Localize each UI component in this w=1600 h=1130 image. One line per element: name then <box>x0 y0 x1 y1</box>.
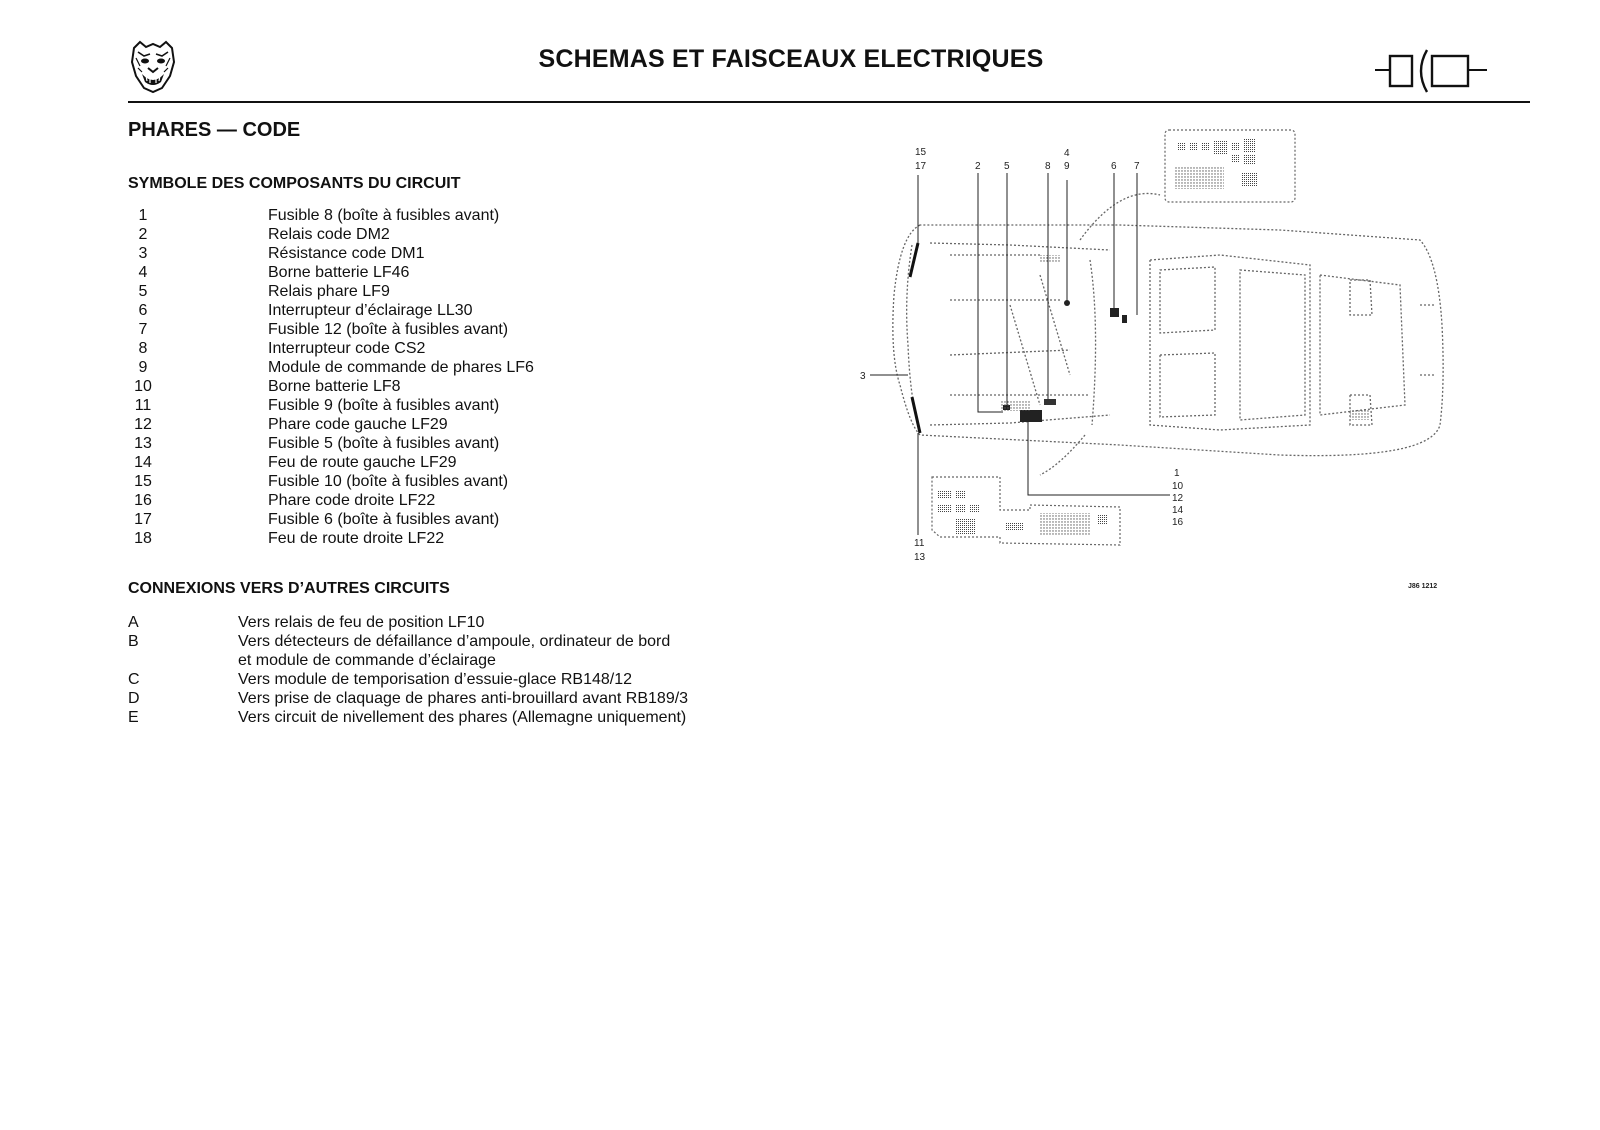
component-row <box>128 396 534 415</box>
callout-17: 17 <box>915 161 927 172</box>
callout-12: 12 <box>1172 493 1184 504</box>
component-row <box>128 434 534 453</box>
callout-16: 16 <box>1172 517 1184 528</box>
connection-letter: C <box>128 671 140 688</box>
connection-label: Vers module de temporisation d’essuie-glace RB148/12 <box>238 671 633 688</box>
component-row <box>128 358 534 377</box>
callout-6: 6 <box>1111 161 1117 172</box>
component-row <box>128 206 534 225</box>
components-list <box>128 206 534 548</box>
callout-9: 9 <box>1064 161 1070 172</box>
component-number: 11 <box>134 397 152 414</box>
callout-1: 1 <box>1174 468 1180 479</box>
component-number: 12 <box>134 416 152 433</box>
component-label: Fusible 12 (boîte à fusibles avant) <box>268 321 509 338</box>
component-number: 7 <box>138 321 148 338</box>
component-number: 8 <box>138 340 148 357</box>
headlamp-right-mark <box>912 397 920 433</box>
inset-top <box>1165 130 1295 202</box>
component-number: 17 <box>134 511 152 528</box>
component-row <box>128 491 534 510</box>
component-number: 5 <box>138 283 148 300</box>
component-row <box>128 282 534 301</box>
component-row <box>128 263 534 282</box>
callout-13: 13 <box>914 552 926 563</box>
component-number: 13 <box>134 435 152 452</box>
callout-5: 5 <box>1004 161 1010 172</box>
component-label: Fusible 8 (boîte à fusibles avant) <box>268 207 500 224</box>
component-row <box>128 529 534 548</box>
connection-letter: D <box>128 690 140 707</box>
component-label: Fusible 10 (boîte à fusibles avant) <box>268 473 509 490</box>
connection-row <box>128 670 688 689</box>
car-outline <box>893 193 1443 475</box>
component-number: 18 <box>134 530 152 547</box>
component-label: Fusible 6 (boîte à fusibles avant) <box>268 511 500 528</box>
page-title: SCHEMAS ET FAISCEAUX ELECTRIQUES <box>538 45 1044 73</box>
callout-2: 2 <box>975 161 981 172</box>
callout-3: 3 <box>860 371 866 382</box>
component-label: Fusible 5 (boîte à fusibles avant) <box>268 435 500 452</box>
component-row <box>128 225 534 244</box>
connection-row <box>128 689 688 708</box>
component-row <box>128 301 534 320</box>
vehicle-location-diagram <box>860 125 1500 605</box>
component-row <box>128 244 534 263</box>
section-title: PHARES — CODE <box>128 119 301 141</box>
component-label: Relais code DM2 <box>268 226 390 243</box>
component-label: Interrupteur code CS2 <box>268 340 426 357</box>
component-label: Module de commande de phares LF6 <box>268 359 534 376</box>
component-row <box>128 453 534 472</box>
callout-14: 14 <box>1172 505 1184 516</box>
component-row <box>128 320 534 339</box>
figure-ref: J86 1212 <box>1408 583 1438 590</box>
connections-list <box>128 613 688 727</box>
callout-15: 15 <box>915 147 927 158</box>
component-number: 2 <box>138 226 148 243</box>
callout-4: 4 <box>1064 148 1070 159</box>
component-row <box>128 377 534 396</box>
connection-letter: A <box>128 614 139 631</box>
component-row <box>128 472 534 491</box>
callout-7: 7 <box>1134 161 1140 172</box>
connection-letter: B <box>128 633 139 650</box>
connections-heading: CONNEXIONS VERS D’AUTRES CIRCUITS <box>128 580 450 597</box>
component-label: Fusible 9 (boîte à fusibles avant) <box>268 397 500 414</box>
component-row <box>128 339 534 358</box>
callout-10: 10 <box>1172 481 1184 492</box>
component-label: Feu de route droite LF22 <box>268 530 445 547</box>
headlamp-left-mark <box>910 243 918 277</box>
component-label: Interrupteur d’éclairage LL30 <box>268 302 473 319</box>
component-number: 3 <box>138 245 148 262</box>
connection-label: Vers relais de feu de position LF10 <box>238 614 485 631</box>
component-number: 16 <box>134 492 152 509</box>
connection-label: Vers circuit de nivellement des phares (Allemagne uniquement) <box>238 709 687 726</box>
component-label: Relais phare LF9 <box>268 283 390 300</box>
component-row <box>128 510 534 529</box>
callout-8: 8 <box>1045 161 1051 172</box>
component-label: Borne batterie LF46 <box>268 264 410 281</box>
connection-row <box>128 708 688 727</box>
component-row <box>128 415 534 434</box>
component-number: 1 <box>138 207 148 224</box>
connection-label: Vers prise de claquage de phares anti-brouillard avant RB189/3 <box>238 690 689 707</box>
connection-label: Vers détecteurs de défaillance d’ampoule, ordinateur de bord et module de commande d’éclairage <box>238 633 671 669</box>
inset-bottom <box>932 477 1120 545</box>
component-label: Borne batterie LF8 <box>268 378 401 395</box>
header-rule <box>128 101 1530 103</box>
component-number: 9 <box>138 359 148 376</box>
component-label: Phare code gauche LF29 <box>268 416 448 433</box>
connection-row <box>128 613 688 632</box>
connection-row <box>128 632 688 670</box>
callout-11: 11 <box>914 538 925 549</box>
component-number: 10 <box>134 378 152 395</box>
component-number: 14 <box>134 454 152 471</box>
component-number: 15 <box>134 473 152 490</box>
components-heading: SYMBOLE DES COMPOSANTS DU CIRCUIT <box>128 175 461 192</box>
component-label: Résistance code DM1 <box>268 245 425 262</box>
component-number: 4 <box>138 264 148 281</box>
connector-symbol-icon <box>1375 48 1505 96</box>
connection-letter: E <box>128 709 139 726</box>
component-number: 6 <box>138 302 148 319</box>
component-label: Phare code droite LF22 <box>268 492 436 509</box>
component-label: Feu de route gauche LF29 <box>268 454 457 471</box>
